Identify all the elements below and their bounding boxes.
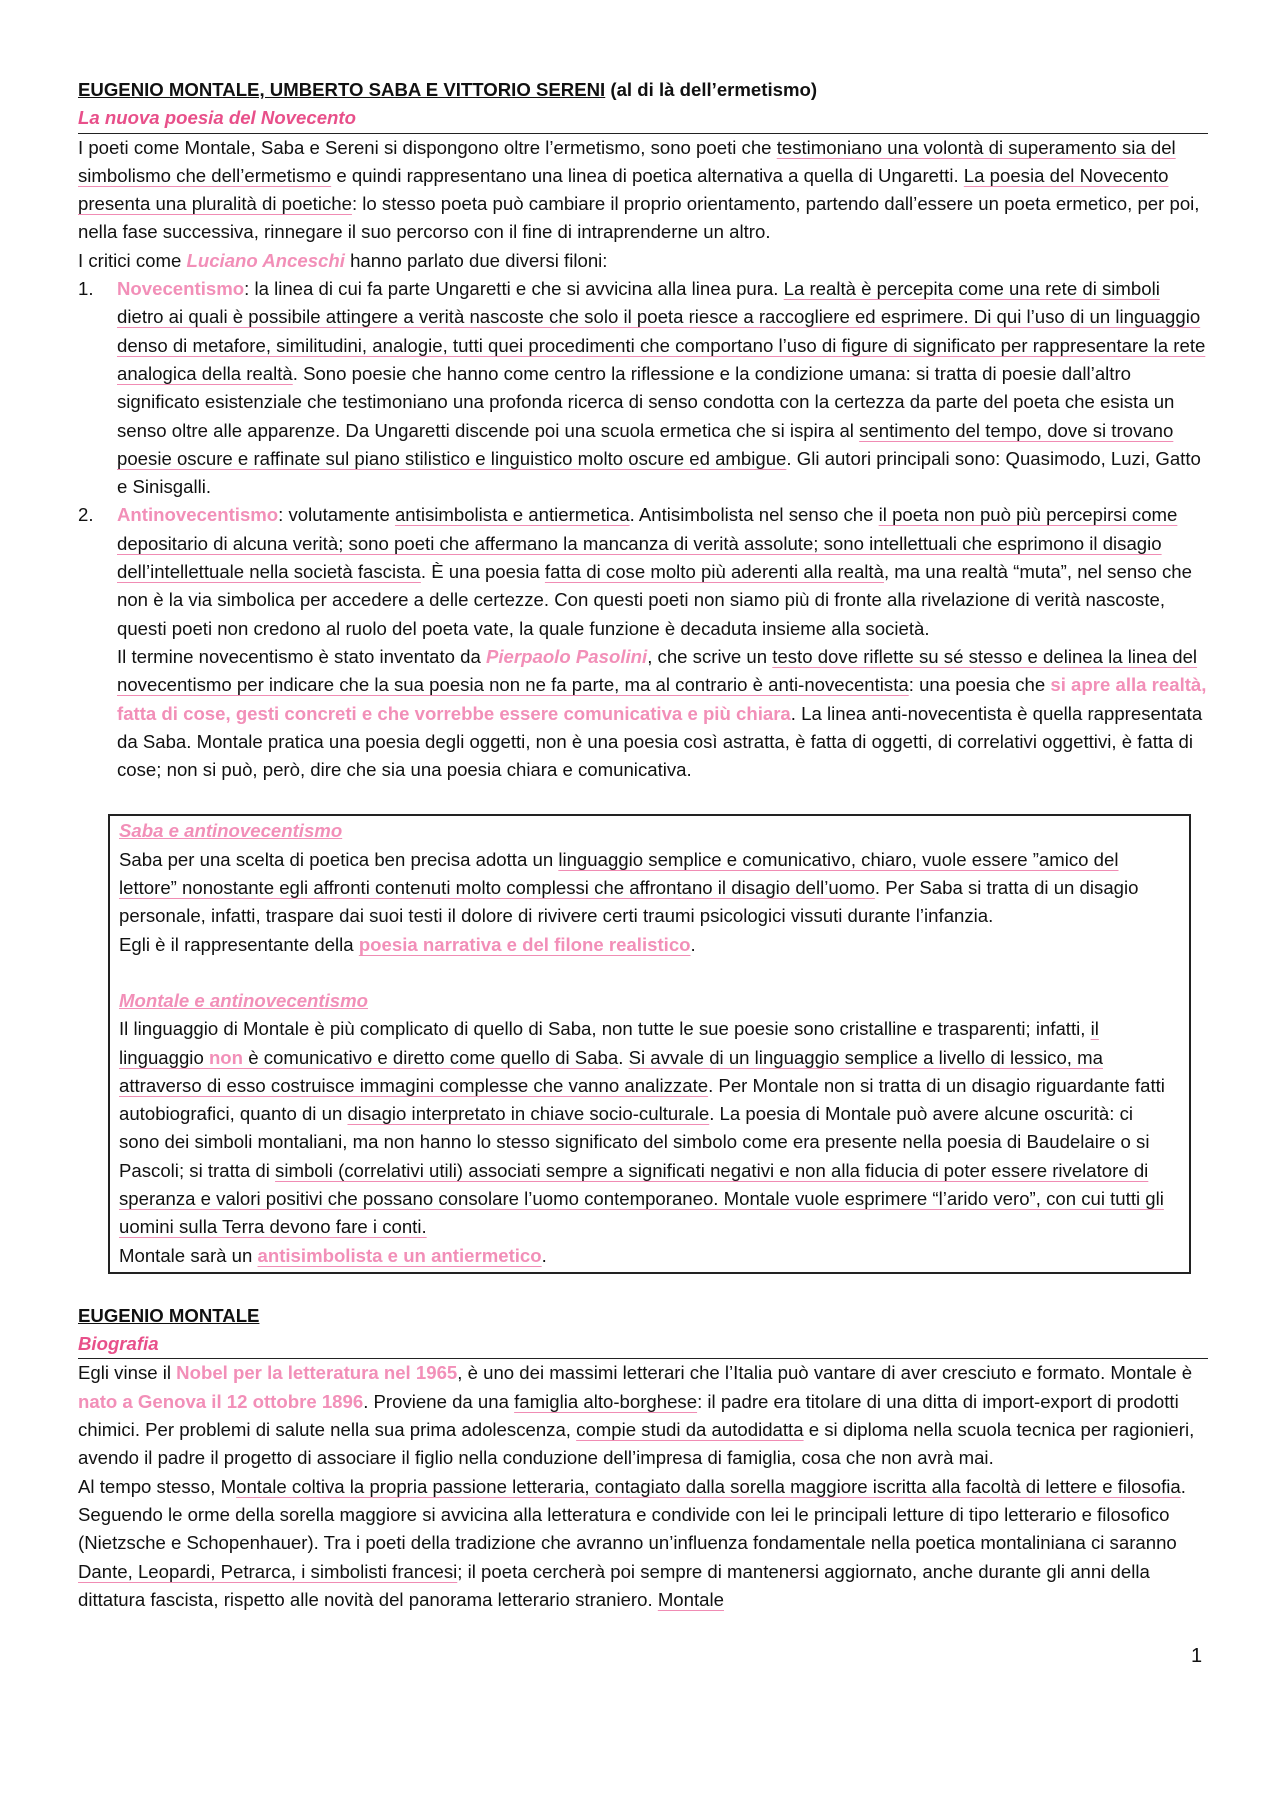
page-number: 1 <box>1191 1645 1203 1667</box>
numbered-list <box>78 275 1208 643</box>
saba-paragraph: Saba per una scelta di poetica ben precisa adotta un linguaggio semplice e comunicativo, chiaro, vuole essere ”amico del lettore” nonostante egli affronti contenuti molto complessi che affrontano il disagio dell’uomo. Per Saba si tratta di un disagio personale, infatti, traspare dai suoi testi il dolore di rivivere certi traumi psicologici vissuti durante l’infanzia. <box>119 848 1139 927</box>
term-highlight: Novecentismo <box>117 278 245 300</box>
section-heading <box>78 1302 1208 1360</box>
page-title-suffix: (al di là dell’ermetismo) <box>610 79 818 100</box>
saba-summary: Egli è il rappresentante della poesia narrativa e del filone realistico. <box>119 933 696 955</box>
critics-paragraph: I critici come Luciano Anceschi hanno parlato due diversi filoni: <box>78 249 608 271</box>
pasolini-paragraph: Il termine novecentismo è stato inventato da Pierpaolo Pasolini, che scrive un testo dove riflette su sé stesso e delinea la linea del novecentismo per indicare che la sua poesia non ne fa parte, ma al contrario è anti-novecentista: una poesia che si apre alla realtà, fatta di cose, gesti concreti e che vorrebbe essere comunicativa e più chiara. La linea anti-novecentista è quella rappresentata da Saba. Montale pratica una poesia degli oggetti, non è una poesia così astratta, è fatta di oggetti, di correlativi oggettivi, è fatta di cose; non si può, però, dire che sia una poesia chiara e comunicativa. <box>117 645 1207 781</box>
montale-paragraph: Il linguaggio di Montale è più complicato di quello di Saba, non tutte le sue poesie sono cristalline e trasparenti; infatti, il linguaggio non è comunicativo e diretto come quello di Saba. Si avvale di un linguaggio semplice a livello di lessico, ma attraverso di esso costruisce immagini complesse che vanno analizzate. Per Montale non si tratta di un disagio riguardante fatti autobiografici, quanto di un disagio interpretato in chiave socio-culturale. La poesia di Montale può avere alcune oscurità: ci sono dei simboli montaliani, ma non hanno lo stesso significato del simbolo come era presente nella poesia di Baudelaire o si Pascoli; si tratta di simboli (correlativi utili) associati sempre a significati negativi e non alla fiducia di poter essere rivelatore di speranza e valori positivi che possano consolare l’uomo contemporaneo. Montale vuole esprimere “l’arido vero”, con cui tutti gli uomini sulla Terra devono fare i conti. <box>119 1018 1165 1238</box>
section-heading <box>78 76 1208 134</box>
intro-paragraph: I poeti come Montale, Saba e Sereni si dispongono oltre l’ermetismo, sono poeti che testimoniano una volontà di superamento sia del simbolismo che dell’ermetismo e quindi rappresentano una linea di poetica alternativa a quella di Ungaretti. La poesia del Novecento presenta una pluralità di poetiche: lo stesso poeta può cambiare il proprio orientamento, partendo dall’essere un poeta ermetico, per poi, nella fase successiva, rinnegare il suo percorso con il fine di intraprenderne un altro. <box>78 136 1200 243</box>
comparison-box <box>108 814 1191 1273</box>
list-item: 1. Novecentismo: la linea di cui fa parte Ungaretti e che si avvicina alla linea pura. La realtà è percepita come una rete di simboli dietro ai quali è possibile attingere a verità nascoste che solo il poeta riesce a raccogliere ed esprimere. Di qui l’uso di un linguaggio denso di metafore, similitudini, analogie, tutti quei procedimenti che comportano l’uso di figure di significato per rappresentare la rete analogica della realtà. Sono poesie che hanno come centro la riflessione e la condizione umana: si tratta di poesie dall’altro significato esistenziale che testimoniano una profonda ricerca di senso condotta con la certezza da parte del poeta che esista un senso oltre alle apparenze. Da Ungaretti discende poi una scuola ermetica che si ispira al sentimento del tempo, dove si trovano poesie oscure e raffinate sul piano stilistico e linguistico molto oscure ed ambigue. Gli autori principali sono: Quasimodo, Luzi, Gatto e Sinisgalli. <box>78 278 1206 498</box>
term-highlight: Antinovecentismo <box>117 504 279 526</box>
document-page <box>78 76 1208 1614</box>
box-heading: Montale e antinovecentismo <box>119 989 369 1011</box>
montale-summary: Montale sarà un antisimbolista e un antiermetico. <box>119 1244 547 1266</box>
section-subtitle: Biografia <box>78 1333 159 1355</box>
biography-paragraph: Egli vinse il Nobel per la letteratura nel 1965, è uno dei massimi letterari che l’Italia può vantare di aver cresciuto e formato. Montale è nato a Genova il 12 ottobre 1896. Proviene da una famiglia alto-borghese: il padre era titolare di una ditta di import-export di prodotti chimici. Per problemi di salute nella sua prima adolescenza, compie studi da autodidatta e si diploma nella scuola tecnica per ragionieri, avendo il padre il progetto di associare il figlio nella conduzione dell’impresa di famiglia, cosa che non avrà mai. <box>78 1362 1195 1469</box>
biography-paragraph: Al tempo stesso, Montale coltiva la propria passione letteraria, contagiato dalla sorella maggiore iscritta alla facoltà di lettere e filosofia. Seguendo le orme della sorella maggiore si avvicina alla letteratura e condivide con lei le principali letture di tipo letterario e filosofico (Nietzsche e Schopenhauer). Tra i poeti della tradizione che avranno un’influenza fondamentale nella poetica montaliniana ci saranno Dante, Leopardi, Petrarca, i simbolisti francesi; il poeta cercherà poi sempre di mantenersi aggiornato, anche durante gli anni della dittatura fascista, rispetto alle novità del panorama letterario straniero. Montale <box>78 1475 1186 1610</box>
section-title: EUGENIO MONTALE <box>78 1304 260 1326</box>
box-heading: Saba e antinovecentismo <box>119 820 343 842</box>
highlight-name: Luciano Anceschi <box>186 249 345 271</box>
highlight-name: Pierpaolo Pasolini <box>485 645 648 667</box>
page-title: EUGENIO MONTALE, UMBERTO SABA E VITTORIO SERENI <box>78 79 606 100</box>
list-item: 2. Antinovecentismo: volutamente antisimbolista e antiermetica. Antisimbolista nel senso che il poeta non può più percepirsi come depositario di alcuna verità; sono poeti che affermano la mancanza di verità assolute; sono intellettuali che esprimono il disagio dell’intellettuale nella società fascista. È una poesia fatta di cose molto più aderenti alla realtà, ma una realtà “muta”, nel senso che non è la via simbolica per accedere a delle certezze. Con questi poeti non siamo più di fronte alla rivelazione di verità nascoste, questi poeti non credono al ruolo del poeta vate, la quale funzione è decaduta insieme alla società. <box>78 504 1192 639</box>
section-subtitle: La nuova poesia del Novecento <box>78 107 356 129</box>
